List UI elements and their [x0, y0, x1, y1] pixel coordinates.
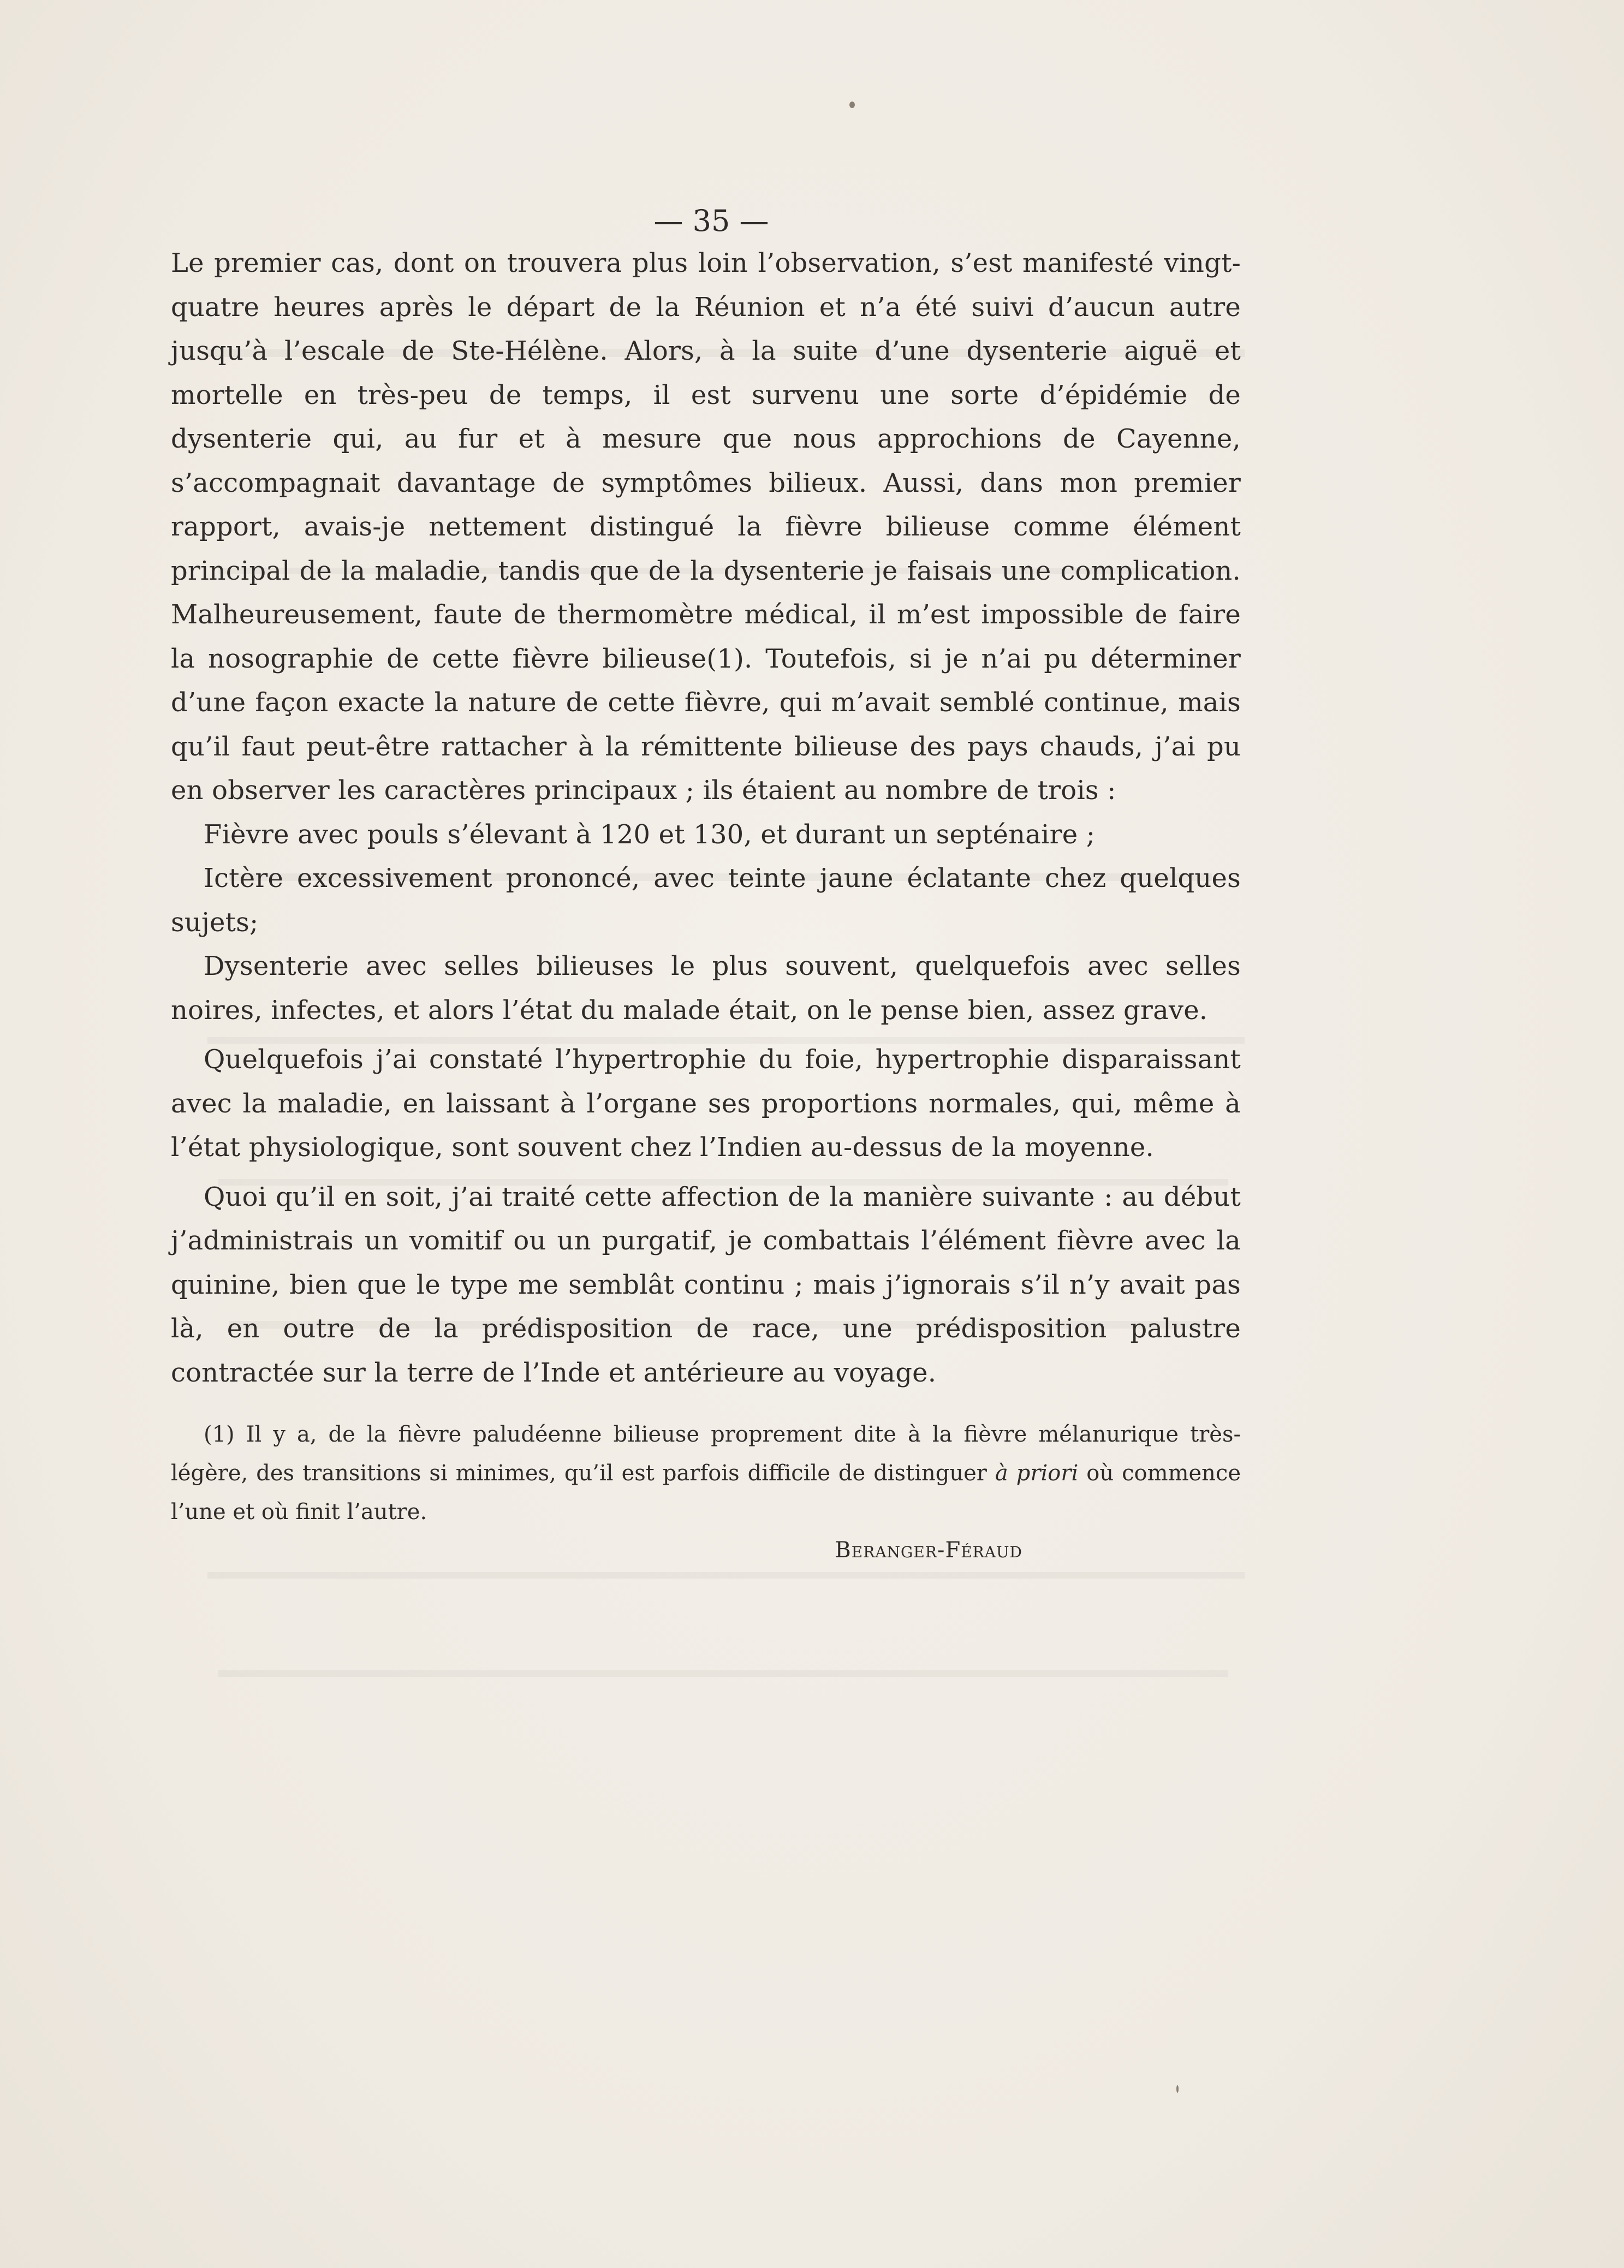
- page-number: — 35 —: [653, 204, 769, 238]
- paragraph-liver: Quelquefois j’ai constaté l’hypertrophie du foie, hypertrophie disparaissant avec la maladie, en laissant à l’organe ses proportions normales, qui, même à l’état physiologique, sont souvent chez l’Indien au-dessus de la moyenne.: [171, 1044, 1241, 1163]
- footnote-text-start: (1) Il y a, de la fièvre paludéenne bilieuse proprement dite à la fièvre mélanurique très-légère, des transitions si minimes, qu’il est parfois difficile de distinguer: [171, 1422, 1241, 1486]
- page-content: [171, 202, 1241, 1567]
- paragraph-intro: Le premier cas, dont on trouvera plus loin l’observation, s’est manifesté vingt-quatre heures après le départ de la Réunion et n’a été suivi d’aucun autre jusqu’à l’escale de Ste-Hélène. Alors, à la suite d’une dysenterie aiguë et mortelle en très-peu de temps, il est survenu une sorte d’épidémie de dysenterie qui, au fur et à mesure que nous approchions de Cayenne, s’accompagnait davantage de symptômes bilieux. Aussi, dans mon premier rapport, avais-je nettement distingué la fièvre bilieuse comme élément principal de la maladie, tandis que de la dysenterie je faisais une complication. Malheureusement, faute de thermomètre médical, il m’est impossible de faire la nosographie de cette fièvre bilieuse(1). Toutefois, si je n’ai pu déterminer d’une façon exacte la nature de cette fièvre, qui m’avait semblé continue, mais qu’il faut peut-être rattacher à la rémittente bilieuse des pays chauds, j’ai pu en observer les caractères principaux ; ils étaient au nombre de trois :: [171, 248, 1241, 806]
- paragraph-symptom-jaundice: Ictère excessivement prononcé, avec teinte jaune éclatante chez quelques sujets;: [171, 863, 1241, 938]
- signature: Beranger-Féraud: [835, 1538, 1022, 1563]
- paragraph-symptom-fever: Fièvre avec pouls s’élevant à 120 et 130, et durant un septénaire ;: [204, 819, 1096, 850]
- footnote-text-end: où commence l’une et où finit l’autre.: [171, 1461, 1241, 1525]
- footnote-italic: à priori: [995, 1461, 1079, 1486]
- paragraph-treatment: Quoi qu’il en soit, j’ai traité cette affection de la manière suivante : au début j’administrais un vomitif ou un purgatif, je combattais l’élément fièvre avec la quinine, bien que le type me semblât continu ; mais j’ignorais s’il n’y avait pas là, en outre de la prédisposition de race, une prédisposition palustre contractée sur la terre de l’Inde et antérieure au voyage.: [171, 1181, 1241, 1388]
- footnote: [171, 1415, 1241, 1532]
- paragraph-symptom-dysentery: Dysenterie avec selles bilieuses le plus souvent, quelquefois avec selles noires, infectes, et alors l’état du malade était, on le pense bien, assez grave.: [171, 951, 1241, 1026]
- paper-speck: [1176, 2085, 1179, 2093]
- paper-speck: [849, 102, 855, 108]
